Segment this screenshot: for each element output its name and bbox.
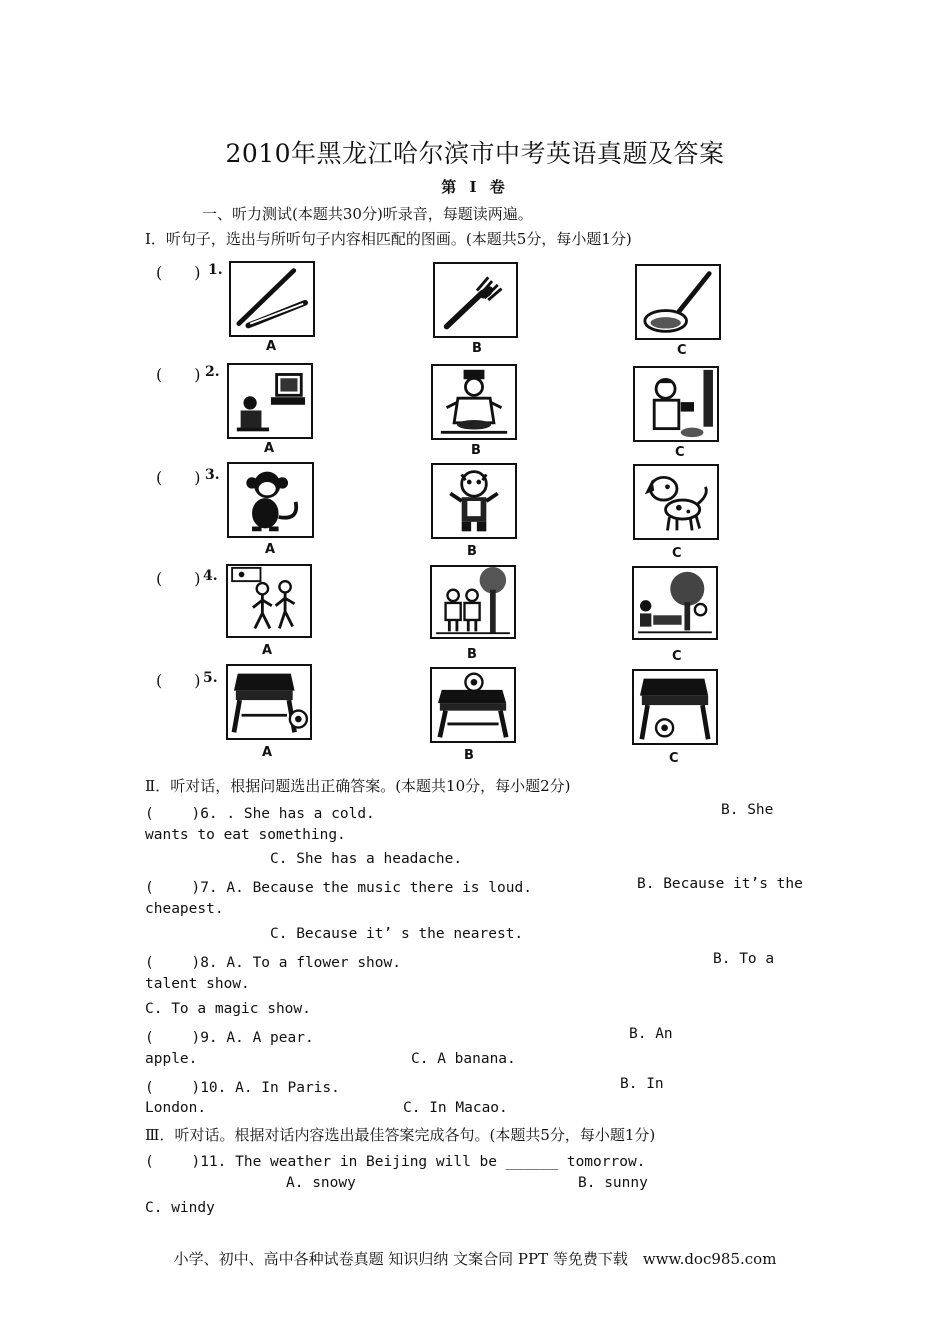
q7-option-c: C. Because it’ s the nearest. — [270, 926, 524, 942]
q11-option-c: C. windy — [145, 1200, 215, 1216]
ladle-icon — [635, 264, 721, 340]
q6-line: ( )6. . She has a cold. — [145, 806, 375, 822]
chopsticks-icon — [229, 261, 315, 337]
option-label: C — [669, 751, 679, 766]
q8-option-c: C. To a magic show. — [145, 1001, 311, 1017]
option-label: A — [262, 745, 273, 760]
part2-heading: Ⅱ．听对话，根据问题选出正确答案。(本题共10分，每小题2分) — [145, 777, 571, 795]
q10-option-b: B. In — [620, 1076, 664, 1092]
option-label: A — [262, 643, 273, 658]
option-label: B — [472, 341, 482, 356]
children-park-icon — [632, 566, 718, 640]
part3-heading: Ⅲ．听对话。根据对话内容选出最佳答案完成各句。(本题共5分，每小题1分) — [145, 1126, 656, 1144]
desk-ball-under-icon — [632, 669, 718, 745]
q7-option-b: B. Because it’s the — [637, 876, 803, 892]
question-number: 1. — [208, 262, 223, 278]
q9-wrap: apple. — [145, 1051, 198, 1067]
q8-line: ( )8. A. To a flower show. — [145, 955, 401, 971]
answer-paren: ( ) — [156, 468, 201, 487]
answer-paren: ( ) — [156, 569, 201, 588]
option-label: B — [471, 443, 481, 458]
answer-paren: ( ) — [156, 365, 201, 384]
q10-line: ( )10. A. In Paris. — [145, 1080, 340, 1096]
fork-icon — [433, 262, 518, 338]
question-number: 3. — [205, 467, 220, 483]
question-number: 4. — [203, 568, 218, 584]
cooking-icon — [431, 364, 517, 440]
q6-wrap: wants to eat something. — [145, 827, 346, 843]
q9-line: ( )9. A. A pear. — [145, 1030, 314, 1046]
page-footer: 小学、初中、高中各种试卷真题 知识归纳 文案合同 PPT 等免费下载 www.doc985.com — [173, 1250, 777, 1268]
q9-option-c: C. A banana. — [411, 1051, 516, 1067]
part1-heading: I．听句子，选出与所听句子内容相匹配的图画。(本题共5分，每小题1分) — [145, 230, 632, 248]
option-label: A — [266, 339, 277, 354]
q8-option-b: B. To a — [713, 951, 775, 967]
page-title: 2010年黑龙江哈尔滨市中考英语真题及答案 — [225, 139, 725, 168]
q10-wrap: London. — [145, 1100, 207, 1116]
option-label: B — [464, 748, 474, 763]
q6-option-c: C. She has a headache. — [270, 851, 463, 867]
children-tree-icon — [430, 565, 516, 639]
desk-ball-on-icon — [430, 667, 516, 743]
option-label: C — [677, 343, 687, 358]
question-number: 2. — [205, 364, 220, 380]
eating-icon — [633, 366, 719, 442]
q11-option-b: B. sunny — [578, 1175, 648, 1191]
q6-option-b: B. She — [721, 802, 774, 818]
q11-option-a: A. snowy — [286, 1175, 356, 1191]
q8-wrap: talent show. — [145, 976, 250, 992]
q7-wrap: cheapest. — [145, 901, 224, 917]
answer-paren: ( ) — [156, 263, 201, 282]
children-running-icon — [226, 564, 312, 638]
option-label: A — [265, 542, 276, 557]
monkey-icon — [227, 462, 314, 538]
dog-icon — [633, 464, 719, 540]
option-label: C — [672, 546, 682, 561]
option-label: C — [675, 445, 685, 460]
answer-paren: ( ) — [156, 671, 201, 690]
q9-option-b: B. An — [629, 1026, 673, 1042]
desk-ball-beside-icon — [226, 664, 312, 740]
tiger-icon — [431, 463, 517, 539]
volume-label: 第 I 卷 — [441, 178, 509, 196]
watching-tv-icon — [227, 363, 313, 439]
q10-option-c: C. In Macao. — [403, 1100, 508, 1116]
option-label: B — [467, 544, 477, 559]
q11-line: ( )11. The weather in Beijing will be ______ tomorrow. — [145, 1154, 646, 1170]
section1-heading: 一、听力测试(本题共30分)听录音，每题读两遍。 — [202, 205, 533, 223]
option-label: A — [264, 441, 275, 456]
q7-line: ( )7. A. Because the music there is loud. — [145, 880, 532, 896]
option-label: B — [467, 647, 477, 662]
option-label: C — [672, 649, 682, 664]
question-number: 5. — [203, 670, 218, 686]
